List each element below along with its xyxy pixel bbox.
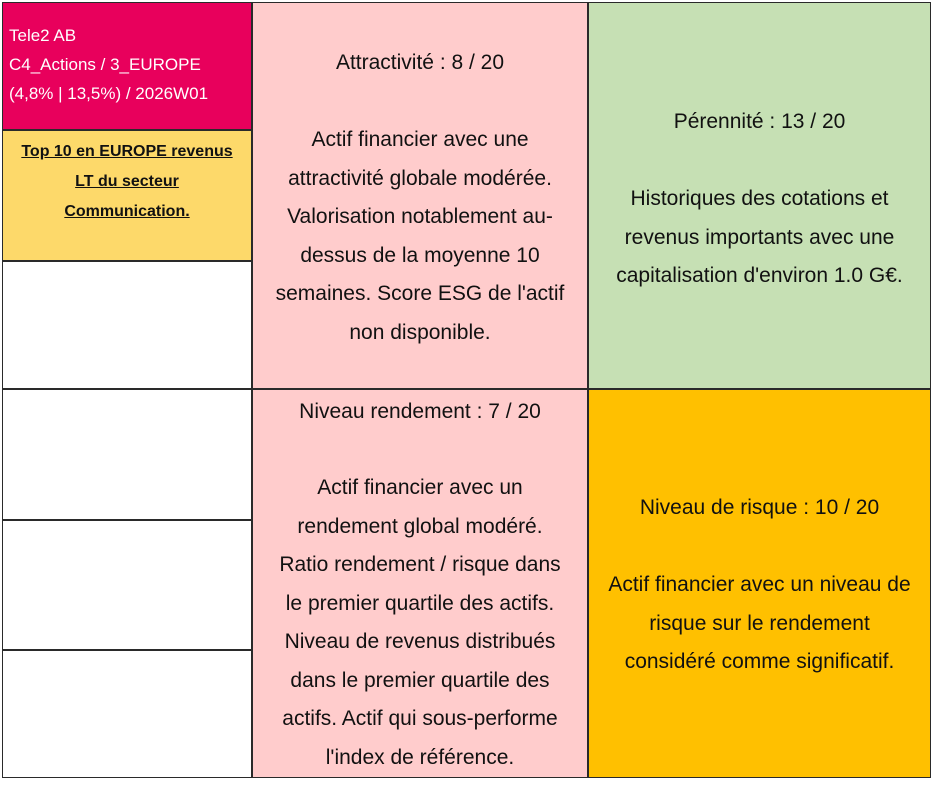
- risque-cell: [588, 389, 931, 778]
- empty-cell: [2, 389, 252, 520]
- attractivite-line: semaines. Score ESG de l'actif: [275, 282, 565, 305]
- ranking-cell: [2, 130, 252, 261]
- risque-line: Actif financier avec un niveau de: [608, 573, 911, 596]
- rendement-line: le premier quartile des actifs.: [285, 591, 555, 615]
- asset-category: C4_Actions / 3_EUROPE: [9, 55, 201, 74]
- attractivite-line: attractivité globale modérée.: [288, 166, 552, 190]
- ranking-line: Communication.: [64, 203, 190, 220]
- perennite-line: revenus importants avec une: [624, 225, 895, 249]
- ranking-line: LT du secteur: [75, 173, 179, 190]
- rendement-line: Actif financier avec un: [317, 476, 523, 499]
- ranking-line: Top 10 en EUROPE revenus: [21, 143, 233, 160]
- empty-cell: [2, 261, 252, 389]
- empty-cell: [2, 650, 252, 778]
- rendement-line: actifs. Actif qui sous-performe: [282, 707, 558, 730]
- attractivite-line: dessus de la moyenne 10: [300, 243, 540, 267]
- attractivite-line: Valorisation notablement au-: [287, 205, 553, 228]
- perennite-title: Pérennité : 13 / 20: [673, 110, 846, 133]
- empty-cell: [2, 520, 252, 650]
- rendement-line: dans le premier quartile des: [290, 668, 550, 692]
- attractivite-line: non disponible.: [349, 320, 491, 344]
- rendement-title: Niveau rendement : 7 / 20: [299, 400, 541, 423]
- attractivite-title: Attractivité : 8 / 20: [335, 51, 505, 74]
- perennite-cell: [588, 2, 931, 389]
- risque-line: risque sur le rendement: [649, 611, 870, 635]
- asset-header: [2, 2, 252, 130]
- rendement-line: rendement global modéré.: [297, 514, 543, 538]
- rendement-cell: [252, 389, 588, 778]
- rendement-line: Niveau de revenus distribués: [284, 630, 556, 653]
- risque-title: Niveau de risque : 10 / 20: [639, 496, 880, 519]
- perennite-line: Historiques des cotations et: [630, 187, 889, 210]
- asset-period: (4,8% | 13,5%) / 2026W01: [9, 84, 209, 103]
- perennite-line: capitalisation d'environ 1.0 G€.: [616, 264, 903, 287]
- rendement-line: Ratio rendement / risque dans: [279, 553, 561, 576]
- asset-name: Tele2 AB: [9, 26, 77, 45]
- risque-line: considéré comme significatif.: [624, 650, 895, 673]
- attractivite-line: Actif financier avec une: [311, 128, 529, 151]
- attractivite-cell: [252, 2, 588, 389]
- rendement-line: l'index de référence.: [325, 745, 515, 769]
